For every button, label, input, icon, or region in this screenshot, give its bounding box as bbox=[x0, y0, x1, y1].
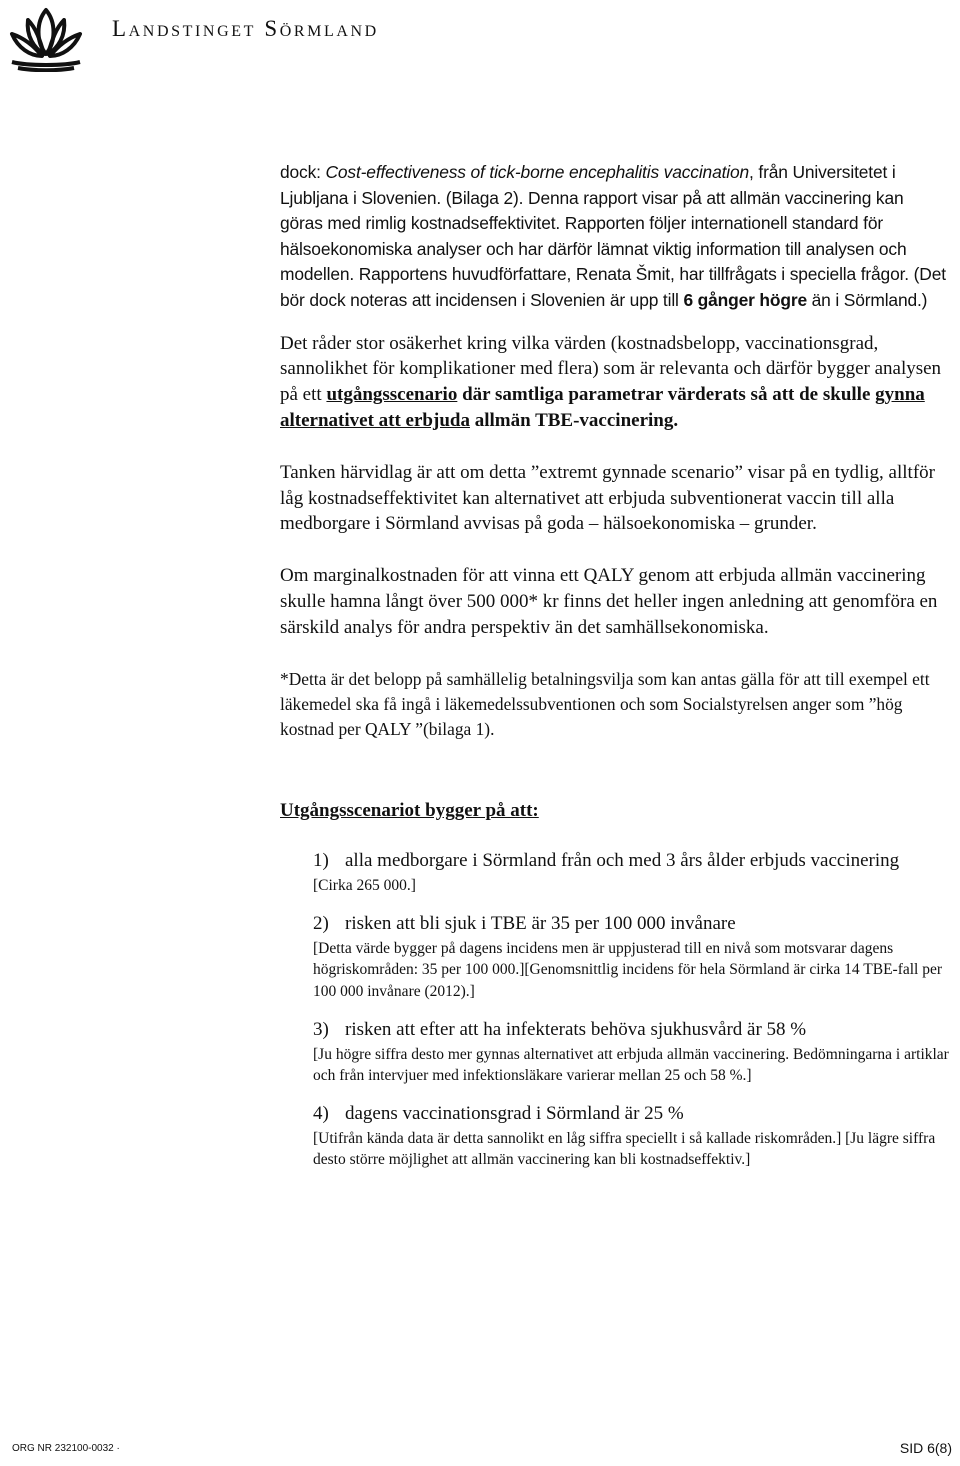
item-note: [Utifrån kända data är detta sannolikt en låg siffra speciellt i så kallade riskområden.] [Ju lägre siffra desto större möjlighet att allmän vaccinering kan bli kostnadseffektiv.] bbox=[313, 1129, 936, 1169]
item-number: 3) bbox=[313, 1018, 329, 1040]
intro-paragraph bbox=[280, 160, 950, 314]
logo bbox=[8, 6, 84, 72]
intro-text-2: , från Universitetet i Ljubljana i Slovenien. (Bilaga 2). Denna rapport visar på att allmän vaccinering kan göras med rimlig kostnadseffektivitet. Rapporten följer internationell standard för hälsoekonomiska analyser och har därför lämnat viktig information till analysen och modellen. Rapportens huvudförfattare, Renata Šmit, har tillfrågats i speciella frågor. (Det bör dock noteras att incidensen i Slovenien är upp till bbox=[280, 162, 946, 310]
item-text: risken att efter att ha infekterats behöva sjukhusvård är 58 % bbox=[345, 1018, 807, 1040]
org-name: Landstinget Sörmland bbox=[112, 16, 379, 41]
tulip-logo-icon bbox=[8, 6, 84, 72]
item-text: alla medborgare i Sörmland från och med 3 års ålder erbjuds vaccinering bbox=[345, 850, 900, 872]
org-number: ORG NR 232100-0032 · bbox=[12, 1443, 120, 1454]
item-number: 1) bbox=[313, 850, 329, 872]
marginal-cost-paragraph: Om marginalkostnaden för att vinna ett QALY genom att erbjuda allmän vaccinering skulle hamna långt över 500 000* kr finns det heller ingen anledning att genomföra en särskild analys för andra perspektiv än det samhällsekonomiska. bbox=[280, 565, 938, 638]
list-item bbox=[313, 911, 950, 1003]
item-number: 2) bbox=[313, 912, 329, 934]
assumption-list bbox=[313, 848, 950, 1171]
scenario-term: utgångsscenario bbox=[326, 384, 458, 406]
favour-term: gynna alternativet att erbjuda bbox=[280, 384, 925, 431]
footnote: *Detta är det belopp på samhällelig betalningsvilja som kan antas gälla för att till exempel ett läkemedel ska få ingå i läkemedelssubventionen och som Socialstyrelsen anger som ”hög kostnad per QALY ”(bilaga 1). bbox=[280, 668, 930, 739]
item-text: risken att bli sjuk i TBE är 35 per 100 000 invånare bbox=[345, 912, 736, 934]
para2-text-3: allmän TBE-vaccinering. bbox=[469, 409, 679, 431]
item-note: [Ju högre siffra desto mer gynnas alternativet att erbjuda allmän vaccinering. Bedömningarna i artiklar och från intervjuer med infektionsläkare varierar mellan 25 och 58 %.] bbox=[313, 1045, 949, 1085]
item-note: [Cirka 265 000.] bbox=[313, 877, 416, 895]
uncertainty-paragraph bbox=[280, 331, 950, 434]
para2-text-1: Det råder stor osäkerhet kring vilka värden (kostnadsbelopp, vaccinationsgrad, sannolikhet för komplikationer med flera) som är relevanta och därför bygger analysen på ett bbox=[280, 332, 942, 406]
item-text: dagens vaccinationsgrad i Sörmland är 25 % bbox=[345, 1102, 684, 1124]
report-title: Cost-effectiveness of tick-borne encephalitis vaccination bbox=[325, 162, 750, 182]
para2-text-2: där samtliga parametrar värderats så att de skulle bbox=[457, 384, 876, 406]
item-note: [Detta värde bygger på dagens incidens men är uppjusterad till en nivå som motsvarar dagens högriskområden: 35 per 100 000.][Genomsnittlig incidens för hela Sörmland är cirka 14 TBE-fall per 100 000 invånare (2012).] bbox=[313, 939, 943, 1000]
intro-text-3: än i Sörmland.) bbox=[806, 289, 928, 310]
page-number: SID 6(8) bbox=[899, 1440, 952, 1456]
list-item bbox=[313, 848, 950, 897]
document-body bbox=[280, 160, 950, 1185]
section-heading: Utgångsscenariot bygger på att: bbox=[280, 800, 539, 822]
list-item bbox=[313, 1101, 950, 1171]
rationale-paragraph: Tanken härvidlag är att om detta ”extremt gynnade scenario” visar på en tydlig, alltför låg kostnadseffektivitet kan alternativet att erbjuda subventionerat vaccin till alla medborgare i Sörmland avvisas på goda – hälsoekonomiska – grunder. bbox=[280, 461, 935, 535]
list-item bbox=[313, 1017, 950, 1087]
intro-text-1: dock: bbox=[280, 162, 326, 182]
item-number: 4) bbox=[313, 1102, 329, 1124]
incidence-emphasis: 6 gånger högre bbox=[683, 289, 807, 310]
